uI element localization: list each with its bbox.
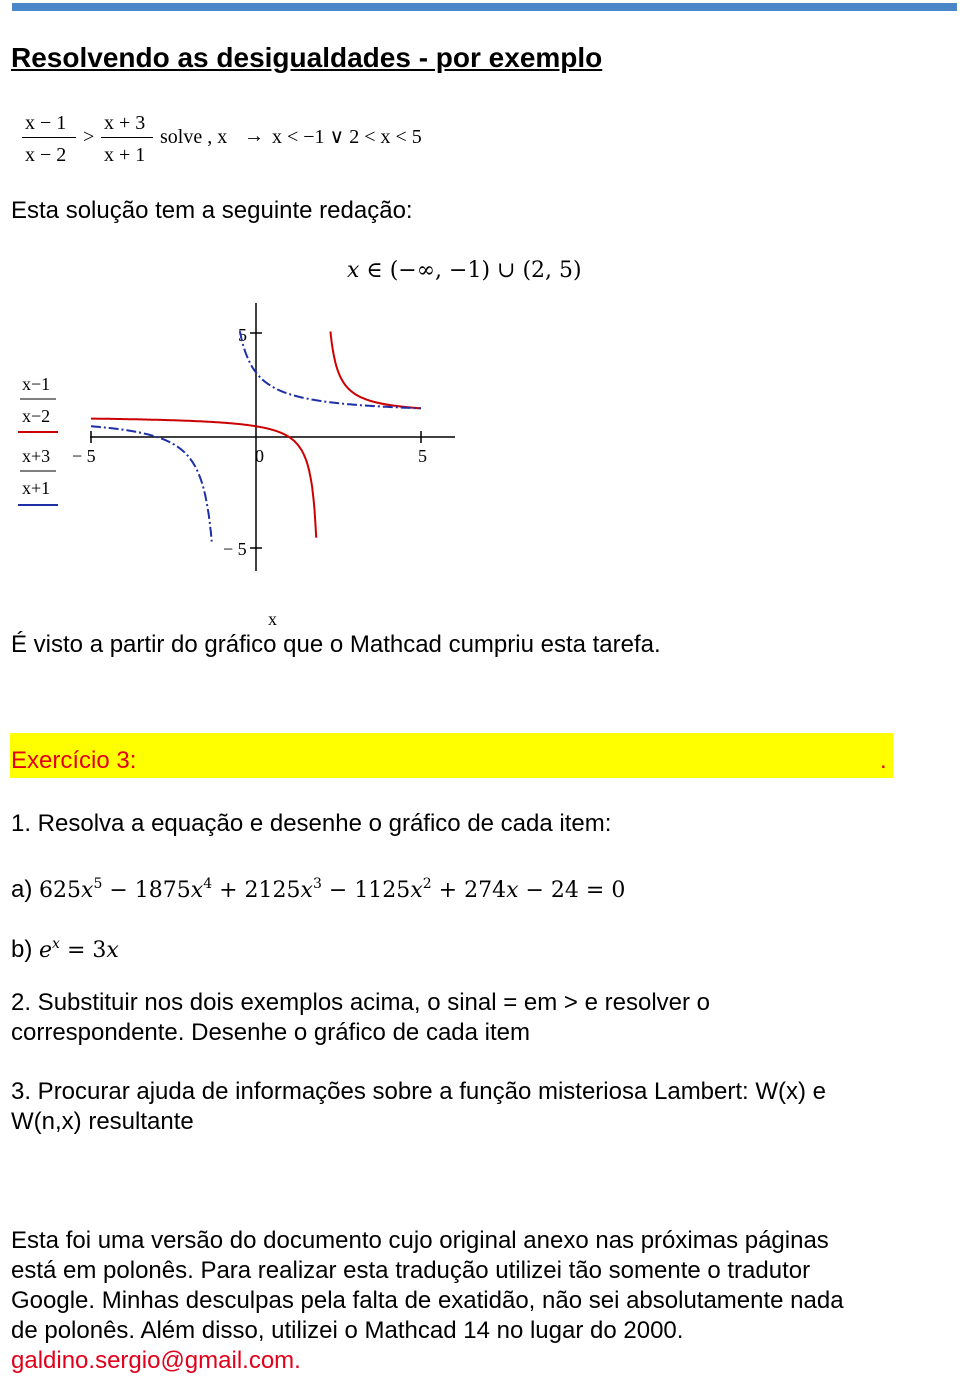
poly-coefficient: 1875 bbox=[134, 878, 191, 903]
item-b-base: e bbox=[39, 938, 53, 963]
solve-result: x < −1 ∨ 2 < x < 5 bbox=[272, 126, 422, 148]
fraction-1-numerator: x − 1 bbox=[25, 112, 67, 134]
visto-text: É visto a partir do gráfico que o Mathcad cumpriu esta tarefa. bbox=[11, 631, 661, 658]
poly-coefficient: 625 bbox=[39, 878, 82, 903]
legend-series1-numerator: x−1 bbox=[22, 374, 51, 394]
x-tick-label-neg5: − 5 bbox=[72, 446, 96, 466]
item-a-rhs: = 0 bbox=[578, 878, 626, 903]
fraction-1-bar bbox=[22, 137, 76, 138]
legend-series2-denominator: x+1 bbox=[22, 478, 51, 498]
item-1-text: 1. Resolva a equação e desenhe o gráfico de cada item: bbox=[11, 810, 612, 837]
page-title: Resolvendo as desigualdades - por exemplo bbox=[11, 42, 603, 73]
legend-series1-denominator: x−2 bbox=[22, 406, 51, 426]
x-tick-label-0: 0 bbox=[255, 446, 264, 466]
poly-variable: x bbox=[300, 878, 313, 903]
y-tick-label-5: 5 bbox=[238, 325, 247, 345]
poly-operator: − bbox=[518, 878, 551, 903]
poly-coefficient: 2125 bbox=[244, 878, 301, 903]
solve-keyword: solve , x bbox=[160, 126, 228, 148]
item-a-equation bbox=[11, 869, 625, 906]
item-b-rhs: = 3 bbox=[59, 938, 107, 963]
set-notation bbox=[347, 256, 582, 286]
x-tick-label-5: 5 bbox=[418, 446, 427, 466]
poly-operator: + bbox=[212, 878, 245, 903]
fraction-1-denominator: x − 2 bbox=[25, 144, 67, 166]
item-2-line-1: 2. Substituir nos dois exemplos acima, o sinal = em > e resolver o bbox=[11, 989, 710, 1016]
poly-coefficient: 274 bbox=[464, 878, 507, 903]
poly-coefficient: 1125 bbox=[354, 878, 411, 903]
series-2-branch-1 bbox=[91, 426, 212, 541]
poly-operator: − bbox=[321, 878, 355, 903]
poly-coefficient: 24 bbox=[550, 878, 579, 903]
poly-operator: + bbox=[431, 878, 465, 903]
fraction-2-numerator: x + 3 bbox=[104, 112, 146, 134]
redacao-text: Esta solução tem a seguinte redação: bbox=[11, 197, 413, 224]
poly-variable: x bbox=[506, 878, 519, 903]
poly-operator: − bbox=[102, 878, 135, 903]
polynomial bbox=[39, 878, 579, 903]
item-a-label: a) bbox=[11, 876, 40, 903]
exercise-dot: . bbox=[880, 747, 887, 774]
fraction-2-denominator: x + 1 bbox=[104, 144, 146, 166]
y-tick-label-neg5: − 5 bbox=[223, 539, 247, 559]
item-b-exponent: x bbox=[52, 936, 60, 952]
item-3-line-1: 3. Procurar ajuda de informações sobre a função misteriosa Lambert: W(x) e bbox=[11, 1078, 827, 1105]
item-b-var: x bbox=[106, 938, 119, 963]
series-2-branch-2 bbox=[240, 331, 421, 408]
poly-variable: x bbox=[410, 878, 423, 903]
poly-variable: x bbox=[190, 878, 204, 903]
fraction-2-bar bbox=[101, 137, 153, 138]
author-email-link[interactable]: galdino.sergio@gmail.com. bbox=[11, 1347, 301, 1374]
arrow-icon: → bbox=[244, 125, 264, 147]
set-interval: ∈ (−∞, −1) ∪ (2, 5) bbox=[359, 258, 582, 283]
note-line-1: Esta foi uma versão do documento cujo original anexo nas próximas páginas bbox=[11, 1227, 829, 1254]
poly-exponent: 5 bbox=[93, 876, 103, 892]
note-line-2: está em polonês. Para realizar esta tradução utilizei tão somente o tradutor bbox=[11, 1257, 811, 1284]
inequality-plot bbox=[0, 295, 480, 635]
item-b-label: b) bbox=[11, 936, 40, 963]
top-accent-bar bbox=[12, 3, 957, 11]
set-variable: x bbox=[347, 258, 360, 283]
series-1-branch-2 bbox=[330, 332, 421, 409]
note-line-4: de polonês. Além disso, utilizei o Mathcad 14 no lugar do 2000. bbox=[11, 1317, 684, 1344]
item-b-equation bbox=[11, 929, 119, 966]
x-axis-label: x bbox=[268, 609, 277, 629]
exercise-title: Exercício 3: bbox=[11, 747, 137, 774]
greater-than-sign: > bbox=[83, 126, 95, 148]
legend-series2-numerator: x+3 bbox=[22, 446, 51, 466]
item-3-line-2: W(n,x) resultante bbox=[11, 1108, 194, 1135]
item-2-line-2: correspondente. Desenhe o gráfico de cada item bbox=[11, 1019, 530, 1046]
poly-variable: x bbox=[81, 878, 94, 903]
poly-exponent: 2 bbox=[422, 876, 432, 892]
note-line-3: Google. Minhas desculpas pela falta de exatidão, não sei absolutamente nada bbox=[11, 1287, 844, 1314]
exercise-highlight bbox=[10, 733, 893, 778]
poly-exponent: 4 bbox=[203, 876, 213, 892]
poly-exponent: 3 bbox=[312, 876, 322, 892]
